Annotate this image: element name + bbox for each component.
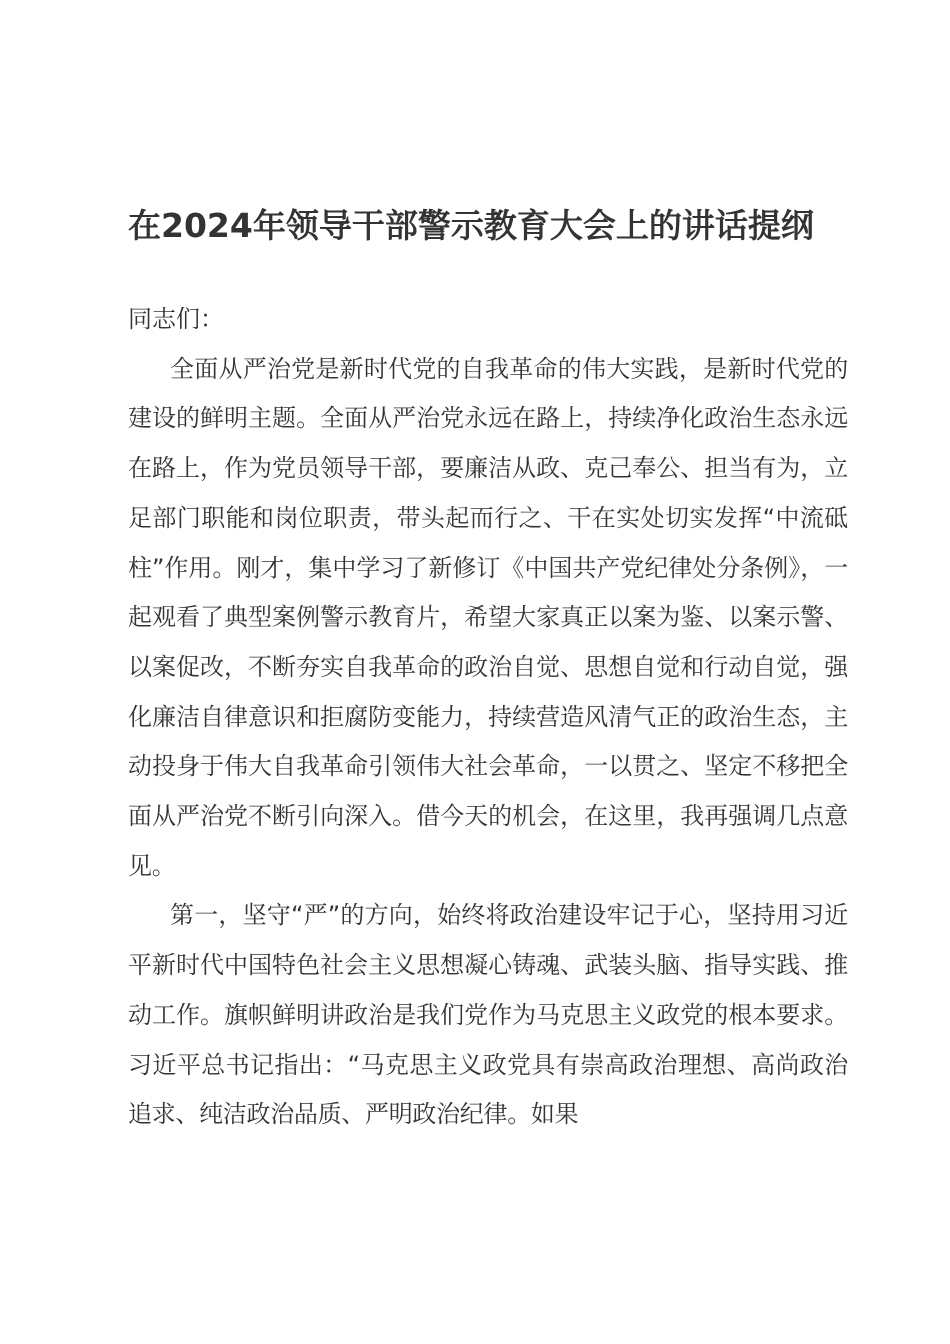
paragraph-intro: 全面从严治党是新时代党的自我革命的伟大实践，是新时代党的建设的鲜明主题。全面从严治党永远在路上，持续净化政治生态永远在路上，作为党员领导干部，要廉洁从政、克己奉公、担当有为，立足部门职能和岗位职责，带头起而行之、干在实处切实发挥“中流砥柱”作用。刚才，集中学习了新修订《中国共产党纪律处分条例》，一起观看了典型案例警示教育片，希望大家真正以案为鉴、以案示警、以案促改，不断夯实自我革命的政治自觉、思想自觉和行动自觉，强化廉洁自律意识和拒腐防变能力，持续营造风清气正的政治生态，主动投身于伟大自我革命引领伟大社会革命，一以贯之、坚定不移把全面从严治党不断引向深入。借今天的机会，在这里，我再强调几点意见。 bbox=[128, 354, 848, 880]
paragraph-first-point: 第一，坚守“严”的方向，始终将政治建设牢记于心，坚持用习近平新时代中国特色社会主义思想凝心铸魂、武装头脑、指导实践、推动工作。旗帜鲜明讲政治是我们党作为马克思主义政党的根本要求。习近平总书记指出：“马克思主义政党具有崇高政治理想、高尚政治追求、纯洁政治品质、严明政治纪律。如果 bbox=[128, 901, 848, 1129]
greeting: 同志们： bbox=[128, 305, 224, 333]
document-body bbox=[128, 295, 848, 1140]
document-title: 在2024年领导干部警示教育大会上的讲话提纲 bbox=[128, 206, 814, 245]
